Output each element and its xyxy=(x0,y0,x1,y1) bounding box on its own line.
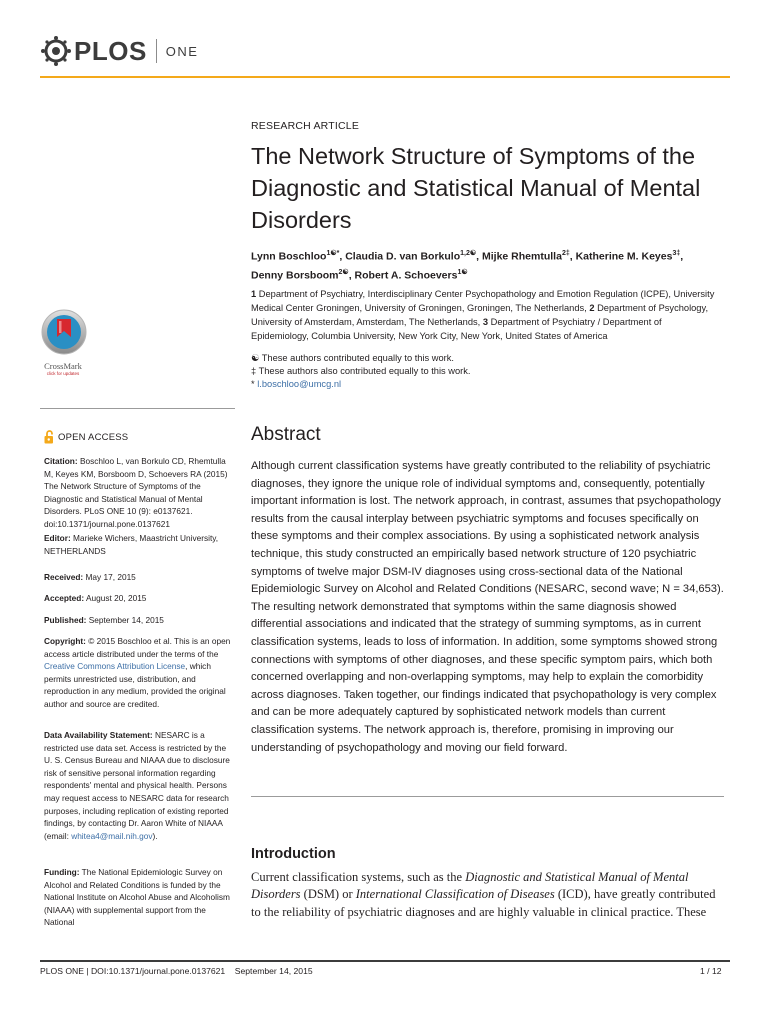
intro-text-run: Current classification systems, such as the xyxy=(251,870,466,884)
copyright-block xyxy=(44,635,236,711)
page-number: 1 / 12 xyxy=(700,966,722,976)
header-rule xyxy=(40,76,730,78)
article-type: RESEARCH ARTICLE xyxy=(251,120,360,132)
author-notes xyxy=(251,352,721,391)
article-title: The Network Structure of Symptoms of the Diagnostic and Statistical Manual of Mental Disorders xyxy=(251,143,701,233)
published-label: Published: xyxy=(44,615,87,625)
accepted-date: August 20, 2015 xyxy=(85,593,147,603)
received-date: May 17, 2015 xyxy=(85,572,136,582)
crossmark-icon xyxy=(40,308,88,356)
plos-logo-icon xyxy=(40,35,72,67)
data-availability-text: NESARC is a restricted use data set. Access is restricted by the U. S. Census Bureau and NIAAA due to disclosure risk of sensitive personal information regarding respondents' mental and physical health. Persons may request access to NESARC data for research purposes, including replication of existing reported findings, by contacting Dr. Aaron White of NIAAA (email: xyxy=(44,730,230,841)
editor-text: Marieke Wichers, Maastricht University, NETHERLANDS xyxy=(44,533,219,556)
affiliation-text: Department of Psychology, University of Amsterdam, Amsterdam, The Netherlands, xyxy=(251,303,709,327)
footer-rule xyxy=(40,960,730,962)
brand-name: PLOS xyxy=(74,35,147,66)
data-availability-text: ). xyxy=(152,830,158,841)
funding-block xyxy=(44,866,236,929)
author-name[interactable]: Katherine M. Keyes xyxy=(575,250,673,263)
author-list: Lynn Boschloo$^{1☯*}$, Claudia D. van Borkulo$^{1,2☯}$, Mijke Rhemtulla$^{2\ddagger}$, Katherine M. Keyes$^{3\ddagger}$, Denny Borsboom$^{2☯}$, Robert A. Schoevers$^{1☯}$ xyxy=(251,250,684,281)
open-lock-icon xyxy=(44,430,55,444)
license-link[interactable]: Creative Commons Attribution License xyxy=(44,661,186,672)
citation-block xyxy=(44,455,236,531)
copyright-text: , which permits unrestricted use, distribution, and reproduction in any medium, provided the original author and source are credited. xyxy=(44,661,226,709)
author-name[interactable]: Lynn Boschloo xyxy=(251,250,327,263)
crossmark-label: CrossMark xyxy=(44,361,82,371)
editor-label: Editor: xyxy=(44,533,71,543)
data-contact-email-link[interactable]: whitea4@mail.nih.gov xyxy=(71,830,153,841)
intro-italic-run: International Classification of Diseases xyxy=(355,887,555,902)
citation-text: Boschloo L, van Borkulo CD, Rhemtulla M, Keyes KM, Borsboom D, Schoevers RA (2015) The Network Structure of Symptoms of the Diagnostic and Statistical Manual of Mental Disorders. PLoS ONE 10 (9): e0137621. doi:10.1371/journal.pone.0137621 xyxy=(44,456,228,529)
copyright-label: Copyright: xyxy=(44,636,86,646)
editor-block xyxy=(44,532,236,557)
journal-name: ONE xyxy=(165,43,199,59)
author-sup: 1,2☯ xyxy=(460,250,477,257)
corresponding-star: * xyxy=(251,379,255,389)
author-name[interactable]: Robert A. Schoevers xyxy=(354,269,458,281)
abstract-text: Although current classification systems have greatly contributed to the reliability of psychiatric diagnoses, they ignore the unique role of individual symptoms and, consequently, potentially important information is lost. The network approach, in contrast, assumes that psychopathology results from the causal interplay between psychiatric symptoms and focuses specifically on these symptoms and their complex associations. By using a sophisticated network analysis technique, this study constructed an empirically based network structure of 120 psychiatric symptoms of twelve major DSM-IV diagnoses using cross-sectional data of the National Epidemiologic Survey on Alcohol and Related Conditions (NESARC, second wave; N = 34,653). The resulting network demonstrated that symptoms within the same diagnosis showed differential associations and indicated that the strategy of summing symptoms, as in current classification systems, leads to loss of information. In addition, some symptoms showed strong connections with symptoms of other diagnoses, and these specific symptom pairs, which both concerned overlapping and non-overlapping symptoms, may help to explain the comorbidity across diagnoses. Taken together, our findings indicated that psychopathology is very complex and can be more adequately captured by sophisticated network models than current classification systems. The network approach is, therefore, promising in improving our understanding of psychopathology and moving our field forward. xyxy=(251,460,724,754)
plos-one-logo[interactable] xyxy=(40,34,198,68)
intro-text-run: (DSM) or xyxy=(300,887,356,902)
author-sup: 3‡ xyxy=(672,250,681,257)
received-label: Received: xyxy=(44,572,84,582)
footer-citation: PLOS ONE | DOI:10.1371/journal.pone.0137621 September 14, 2015 xyxy=(40,966,313,976)
crossmark-button[interactable] xyxy=(40,308,88,376)
intro-text-run: (ICD), have greatly contributed to the reliability of psychiatric diagnoses and are highly valuable in clinical practice. These xyxy=(251,887,716,919)
open-access-badge xyxy=(44,430,128,444)
copyright-text: © 2015 Boschloo et al. This is an open access article distributed under the terms of the xyxy=(44,636,231,659)
corresponding-author xyxy=(251,378,721,391)
affiliation-number: 1 xyxy=(251,289,257,299)
author-sup: 2‡ xyxy=(561,250,570,257)
abstract-divider xyxy=(251,796,724,797)
affiliation-number: 2 xyxy=(589,303,595,313)
crossmark-sub-label: click for updates xyxy=(46,371,80,376)
corresponding-email-link[interactable]: l.boschloo@umcg.nl xyxy=(257,379,342,389)
author-sup: 1☯ xyxy=(457,268,468,276)
funding-label: Funding: xyxy=(44,867,80,877)
intro-italic-run: Diagnostic and Statistical Manual of Mental Disorders xyxy=(251,870,689,902)
affiliation-text: Department of Psychiatry / Department of Epidemiology, Columbia University, New York City, New York, United States of America xyxy=(251,317,662,341)
author-name[interactable]: Mijke Rhemtulla xyxy=(482,250,562,263)
also-contribution-note: ‡ These authors also contributed equally to this work. xyxy=(251,366,471,376)
data-availability-label: Data Availability Statement: xyxy=(44,730,153,740)
author-name[interactable]: Denny Borsboom xyxy=(251,269,339,281)
data-availability-block xyxy=(44,729,236,842)
accepted-block xyxy=(44,592,236,605)
affiliation-number: 3 xyxy=(482,317,489,327)
equal-contribution-note: ☯ These authors contributed equally to this work. xyxy=(251,353,454,363)
logo-divider xyxy=(156,39,157,63)
introduction-heading: Introduction xyxy=(251,846,336,862)
received-block xyxy=(44,571,236,584)
author-sup: 1☯* xyxy=(326,250,340,257)
author-name[interactable]: Claudia D. van Borkulo xyxy=(345,250,461,263)
open-access-label: OPEN ACCESS xyxy=(58,431,129,443)
citation-label: Citation: xyxy=(44,456,78,466)
accepted-label: Accepted: xyxy=(44,593,85,603)
abstract-heading: Abstract xyxy=(251,424,321,445)
introduction-text xyxy=(251,869,725,921)
author-sup: 2☯ xyxy=(338,268,349,276)
sidebar-divider xyxy=(40,408,235,409)
published-block xyxy=(44,614,236,627)
affiliations xyxy=(251,287,721,343)
published-date: September 14, 2015 xyxy=(88,615,164,625)
affiliation-text: Department of Psychiatry, Interdisciplinary Center Psychopathology and Emotion Regulation (ICPE), University Medical Center Groningen, University of Groningen, Groningen, The Netherlands, xyxy=(251,289,715,313)
funding-text: The National Epidemiologic Survey on Alcohol and Related Conditions is funded by the National Institute on Alcohol Abuse and Alcoholism (NIAAA) with supplemental support from the National xyxy=(44,867,230,928)
